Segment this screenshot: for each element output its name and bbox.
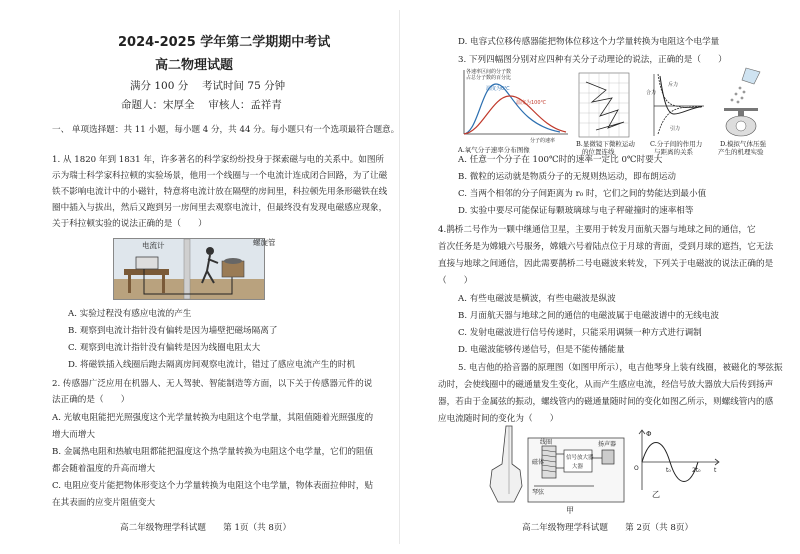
q3-option-c: C. 当两个相邻的分子间距离为 r₀ 时，它们之间的势能达到最小值	[458, 189, 707, 199]
origin-label: O	[634, 465, 639, 472]
curve-label-0c: 温度为0℃	[486, 86, 510, 92]
speaker-label: 扬声器	[598, 441, 617, 448]
flux-time-chart	[632, 428, 722, 494]
chart-x-label: 分子的速率	[530, 138, 556, 144]
figure-jia-label: 甲	[566, 506, 574, 515]
page-2	[400, 0, 800, 554]
section-heading-1: 一、 单项选择题：共 11 小题，每小题 4 分，共 44 分。每小题只有一个选项最符合题意。	[52, 125, 400, 135]
q1-option-a: A. 实验过程没有感应电流的产生	[68, 309, 192, 319]
speed-distribution-chart	[456, 66, 574, 146]
t0-label: t₀	[666, 467, 671, 474]
q2-line: 法正确的是（ ）	[52, 395, 130, 405]
authors: 命题人：宋厚全 审核人：孟祥青	[121, 99, 282, 111]
t2-label: 2t₀	[692, 467, 701, 474]
amplifier-label: 信号放大器	[566, 455, 594, 461]
q4-option-a: A. 有些电磁波是横波，有些电磁波是纵波	[458, 294, 616, 304]
q2-option-d: D. 电容式位移传感器能把物体位移这个力学量转换为电阻这个电学量	[458, 37, 720, 47]
q3-option-a: A. 任意一个分子在 100℃时的速率一定比 0℃时要大	[458, 155, 663, 165]
q4-line: 首次任务是为嫦娥六号服务，嫦娥六号着陆点位于月球的背面，受到月球的遮挡，它无法	[438, 242, 774, 252]
caption-d: D.模拟气体压强	[720, 140, 767, 148]
q2-option-c: C. 电阻应变片能把物体形变这个力学量转换为电阻这个电学量，物体表面拉伸时，贴	[52, 481, 374, 491]
amplifier-label-2: 大器	[572, 464, 584, 470]
score-time: 满分 100 分 考试时间 75 分钟	[130, 80, 286, 92]
guitar-pickup-figure	[484, 424, 626, 506]
string-label: 琴弦	[532, 489, 545, 496]
q2-option-b: B. 金属热电阻和热敏电阻都能把温度这个热学量转换为电阻这个电学量，它们的阻值	[52, 447, 374, 457]
q4-line: 直接与地球之间通信，因此需要鹊桥二号电磁波来转发，下列关于电磁波的说法正确的是	[438, 259, 774, 269]
brownian-motion-figure	[578, 72, 630, 138]
q4-line: （ ）	[438, 276, 473, 286]
coil-label: 螺旋管	[253, 238, 276, 247]
q4-option-d: D. 电磁波能够传递信号，但是不能传播能量	[458, 345, 625, 355]
q2-option-c-cont: 在其表面的应变片阻值变大	[52, 498, 156, 508]
curve-label-100c: 温度为100℃	[516, 100, 547, 106]
q1-option-d: D. 将磁铁插入线圈后跑去隔离房间观察电流计，错过了感应电流产生的时机	[68, 360, 356, 370]
caption-c: C.分子间的作用力	[650, 140, 703, 148]
figure-yi-label: 乙	[652, 490, 660, 499]
q3-stem: 3. 下列四幅图分别对应四种有关分子动理论的说法，正确的是（ ）	[458, 55, 727, 65]
q5-line: 动时，会使线圈中的磁通量发生变化，从而产生感应电流，经信号放大器放大后传到扬声	[438, 380, 774, 390]
colladon-experiment-drawing	[114, 239, 264, 299]
q1-line: 铁不影响电流计中的小磁针，特意将电流计放在隔壁的房间里，科拉顿先用条形磁铁在线	[52, 187, 388, 197]
chart-title-line1: 各速率区间的分子数	[466, 69, 512, 75]
galvanometer-label: 电流计	[142, 241, 165, 250]
q4-line: 4.鹊桥二号作为一颗中继通信卫星，主要用于转发月面航天器与地球之间的通信，它	[438, 225, 756, 235]
caption-b: B.显微镜下微粒运动	[576, 140, 635, 148]
colladon-experiment-figure	[113, 238, 265, 300]
q1-line: 圈中插入与拔出，然后又跑到另一房间里去观察电流计，但最终没有发现电磁感应现象，	[52, 203, 388, 213]
q4-option-b: B. 月面航天器与地球之间的通信的电磁波属于电磁波谱中的无线电波	[458, 311, 719, 321]
q5-line: 应电流随时间的变化为（ ）	[438, 414, 559, 424]
molecular-force-chart	[646, 70, 706, 140]
chart-title-line2: 占总分子数的百分比	[466, 75, 512, 81]
q2-option-a: A. 光敏电阻能把光照强度这个光学量转换为电阻这个电学量，其阻值随着光照强度的	[52, 413, 374, 423]
gas-pressure-figure	[718, 66, 768, 138]
q5-line: 5. 电吉他的拾音器的原理图（如图甲所示），电吉他琴身上装有线圈，被磁化的琴弦振	[458, 363, 783, 373]
q3-option-b: B. 微粒的运动就是物质分子的无规则热运动，即布朗运动	[458, 172, 677, 182]
caption-d-2: 产生的机理实验	[718, 148, 764, 156]
q2-option-b-cont: 都会随着温度的升高而增大	[52, 464, 156, 474]
label-net-force: 合力	[646, 90, 657, 96]
q5-line: 器，若由于金属弦的振动，螺线管内的磁通量随时间的变化如图乙所示，则螺线管内的感	[438, 397, 774, 407]
phi-axis-label: Φ	[646, 430, 652, 438]
coil-label: 线圈	[540, 439, 553, 446]
page-footer: 高二年级物理学科试题 第 2页（共 8页）	[522, 523, 694, 533]
page-footer: 高二年级物理学科试题 第 1页（共 8页）	[120, 523, 292, 533]
magnet-label: 磁体	[532, 459, 545, 466]
label-repulsion: 斥力	[668, 82, 679, 88]
label-attraction: 引力	[670, 126, 681, 132]
caption-c-2: 与距离的关系	[654, 148, 693, 156]
q4-option-c: C. 发射电磁波进行信号传递时，只能采用调频一种方式进行调制	[458, 328, 702, 338]
q2-option-a-cont: 增大而增大	[52, 430, 95, 440]
caption-b-2: 的位置连线	[582, 148, 615, 156]
q1-line: 示为瑞士科学家科拉顿的实验场景，他用一个线圈与一个电流计连成闭合回路，为了让磁	[52, 171, 388, 181]
q1-option-b: B. 观察到电流计指针没有偏转是因为墙壁把磁场隔离了	[68, 326, 278, 336]
t-axis-label: t	[714, 467, 717, 474]
q1-line: 关于科拉顿实验的说法正确的是（ ）	[52, 219, 207, 229]
exam-subtitle: 高二物理试题	[155, 58, 234, 73]
q1-option-c: C. 观察到电流计指针没有偏转是因为线圈电阻太大	[68, 343, 261, 353]
q2-line: 2. 传感器广泛应用在机器人、无人驾驶、智能制造等方面，以下关于传感器元件的说	[52, 379, 373, 389]
q1-line: 1. 从 1820 年到 1831 年，许多著名的科学家纷纷投身于探索磁与电的关系中。如图所	[52, 155, 385, 165]
q3-option-d: D. 实验中要尽可能保证每颗玻璃球与电子秤碰撞时的速率相等	[458, 206, 694, 216]
exam-title: 2024-2025 学年第二学期期中考试	[118, 35, 331, 50]
caption-a: A.氧气分子速率分布图像	[458, 146, 530, 154]
